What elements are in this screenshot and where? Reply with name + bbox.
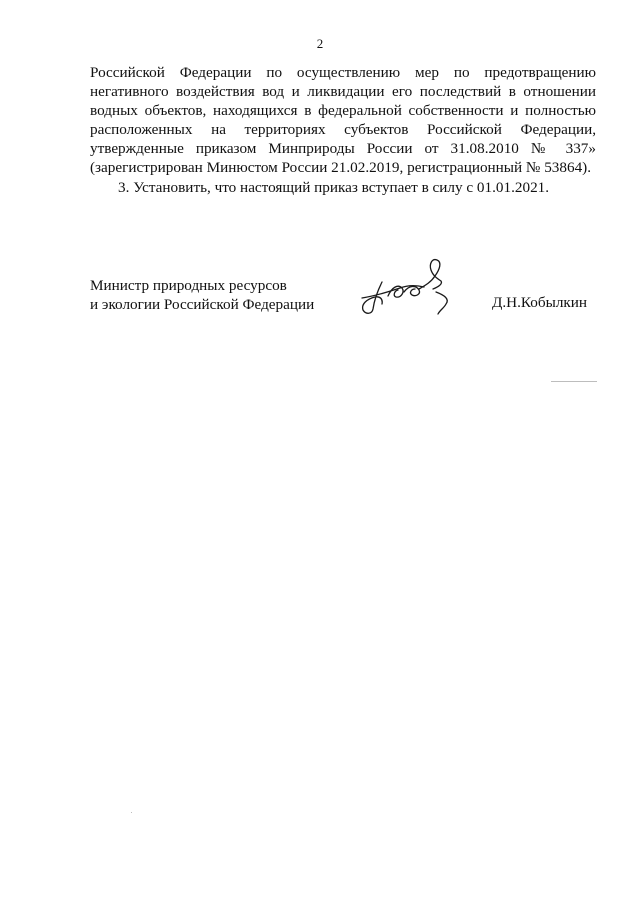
- paragraph-line: расположенных на территориях субъектов Российской Федерации,: [90, 121, 596, 138]
- paragraph-line: утвержденные приказом Минприроды России от 31.08.2010 № 337»: [90, 140, 596, 157]
- page-number: 2: [316, 36, 324, 51]
- signatory-title-line-2: и экологии Российской Федерации: [90, 296, 315, 313]
- paragraph-line: негативного воздействия вод и ликвидации его последствий в отношении: [90, 83, 596, 100]
- paragraph-line: водных объектов, находящихся в федеральной собственности и полностью: [90, 102, 596, 119]
- handwritten-signature: [352, 252, 464, 318]
- paragraph-line: (зарегистрирован Минюстом России 21.02.2019, регистрационный № 53864).: [90, 159, 592, 176]
- body-text: [90, 63, 596, 197]
- item-3: 3. Установить, что настоящий приказ вступает в силу с 01.01.2021.: [118, 179, 550, 196]
- signatory-title-line-1: Министр природных ресурсов: [90, 277, 287, 294]
- signer-name: Д.Н.Кобылкин: [492, 294, 588, 311]
- scan-speck: [551, 381, 597, 382]
- signatory-title: [90, 276, 314, 314]
- scan-speck: [131, 812, 132, 813]
- paragraph-line: Российской Федерации по осуществлению мер по предотвращению: [90, 64, 596, 81]
